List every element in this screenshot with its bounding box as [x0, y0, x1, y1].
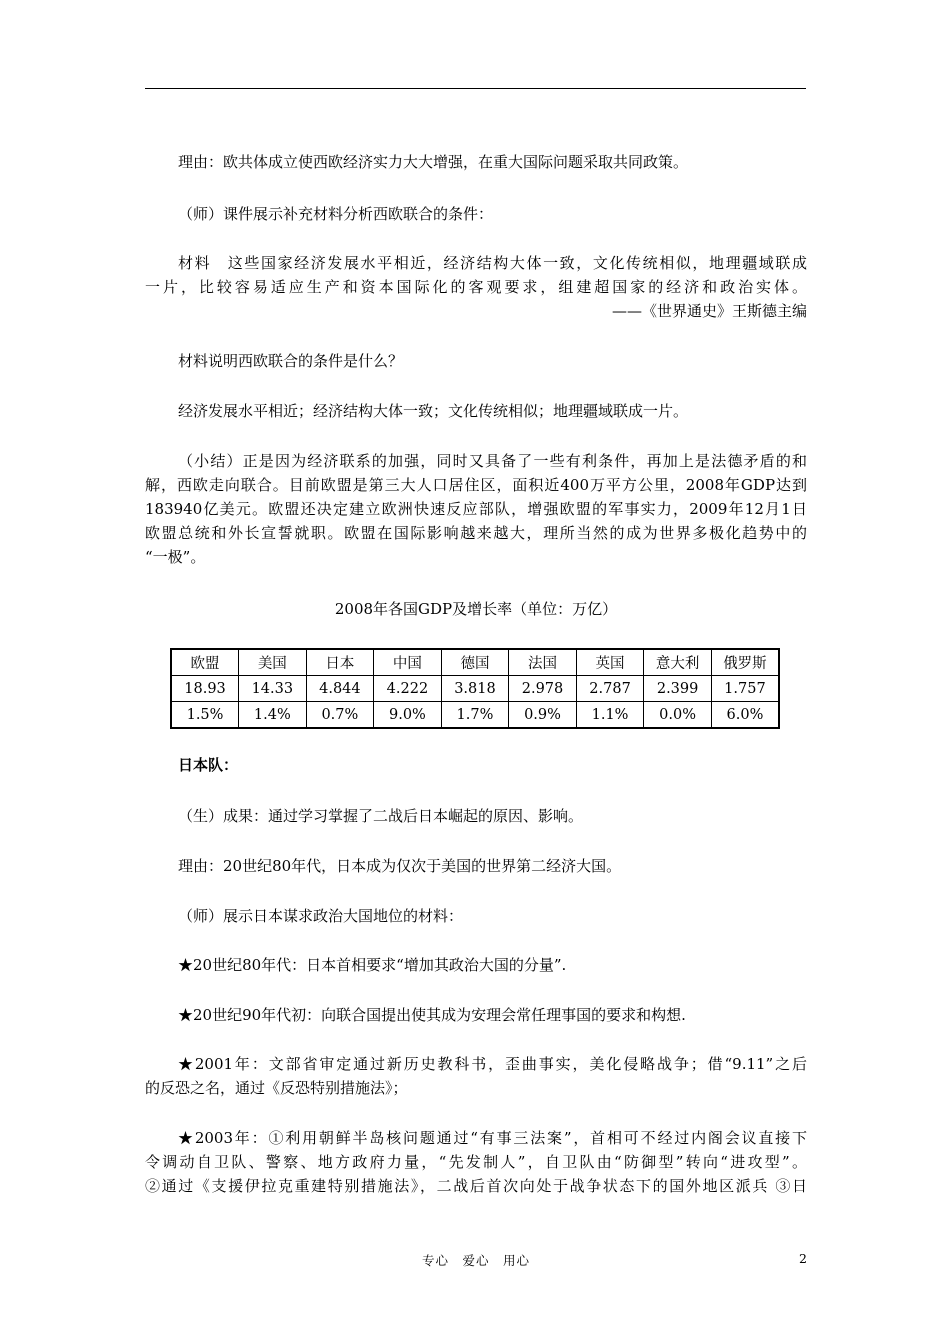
student-result-paragraph: （生）成果：通过学习掌握了二战后日本崛起的原因、影响。: [178, 807, 584, 825]
reason-paragraph: 理由：欧共体成立使西欧经济实力大大增强，在重大国际问题采取共同政策。: [178, 153, 689, 171]
summary-line-1: （小结）正是因为经济联系的加强，同时又具备了一些有利条件，再加上是法德矛盾的和: [178, 452, 807, 470]
table-cell: 18.93: [171, 676, 239, 702]
table-header-cell: 法国: [509, 649, 577, 676]
reason-paragraph-2: 理由：20世纪80年代，日本成为仅次于美国的世界第二经济大国。: [178, 857, 622, 875]
table-cell: 0.0%: [644, 702, 712, 729]
table-cell: 4.222: [374, 676, 442, 702]
table-gdp-row: [171, 676, 779, 702]
table-cell: 3.818: [441, 676, 509, 702]
table-cell: 4.844: [306, 676, 374, 702]
table-header-cell: 美国: [239, 649, 307, 676]
item-1990s: ★20世纪90年代初：向联合国提出使其成为安理会常任理事国的要求和构想.: [178, 1006, 686, 1024]
table-cell: 1.1%: [576, 702, 644, 729]
material-line-2: 一片，比较容易适应生产和资本国际化的客观要求，组建超国家的经济和政治实体。: [145, 278, 807, 296]
item-1980s: ★20世纪80年代：日本首相要求“增加其政治大国的分量”.: [178, 956, 567, 974]
page-footer: [145, 1251, 807, 1271]
page-number: 2: [799, 1251, 807, 1266]
item-2001-line-1: ★2001年：文部省审定通过新历史教科书，歪曲事实，美化侵略战争；借“9.11”之后: [178, 1055, 807, 1073]
item-2003-line-1: ★2003年：①利用朝鲜半岛核问题通过“有事三法案”，首相可不经过内阁会议直接下: [178, 1129, 807, 1147]
header-rule: [145, 88, 806, 89]
japan-team-heading: 日本队：: [178, 756, 239, 774]
table-header-cell: 英国: [576, 649, 644, 676]
table-cell: 9.0%: [374, 702, 442, 729]
table-cell: 1.757: [711, 676, 779, 702]
teacher-paragraph: （师）课件展示补充材料分析西欧联合的条件：: [178, 205, 494, 223]
table-cell: 6.0%: [711, 702, 779, 729]
table-cell: 1.7%: [441, 702, 509, 729]
material-source: ——《世界通史》王斯德主编: [611, 302, 807, 320]
table-cell: 14.33: [239, 676, 307, 702]
table-cell: 0.9%: [509, 702, 577, 729]
material-line-1: 材料 这些国家经济发展水平相近，经济结构大体一致，文化传统相似，地理疆域联成: [178, 254, 807, 272]
table-header-cell: 俄罗斯: [711, 649, 779, 676]
summary-line-2: 解，西欧走向联合。目前欧盟是第三大人口居住区，面积近400万平方公里，2008年GDP达到: [145, 476, 807, 494]
summary-line-5: “一极”。: [145, 548, 206, 566]
table-cell: 1.4%: [239, 702, 307, 729]
summary-line-3: 183940亿美元。欧盟还决定建立欧洲快速反应部队，增强欧盟的军事实力，2009年12月1日: [145, 500, 807, 518]
table-header-cell: 意大利: [644, 649, 712, 676]
table-header-cell: 日本: [306, 649, 374, 676]
table-header-row: [171, 649, 779, 676]
item-2003-line-3: ②通过《支援伊拉克重建特别措施法》，二战后首次向处于战争状态下的国外地区派兵 ③日: [145, 1177, 807, 1195]
summary-line-4: 欧盟总统和外长宣誓就职。欧盟在国际影响越来越大，理所当然的成为世界多极化趋势中的: [145, 524, 807, 542]
question-paragraph: 材料说明西欧联合的条件是什么？: [178, 352, 404, 370]
table-cell: 2.978: [509, 676, 577, 702]
table-header-cell: 德国: [441, 649, 509, 676]
item-2003-line-2: 令调动自卫队、警察、地方政府力量，“先发制人”，自卫队由“防御型”转向“进攻型”。: [145, 1153, 807, 1171]
table-cell: 1.5%: [171, 702, 239, 729]
table-cell: 2.399: [644, 676, 712, 702]
table-header-cell: 中国: [374, 649, 442, 676]
item-2001-line-2: 的反恐之名，通过《反恐特别措施法》；: [145, 1079, 408, 1097]
footer-slogan: 专心 爱心 用心: [421, 1253, 530, 1268]
table-growth-row: [171, 702, 779, 729]
gdp-table: [170, 648, 780, 729]
table-cell: 0.7%: [306, 702, 374, 729]
answer-paragraph: 经济发展水平相近；经济结构大体一致；文化传统相似；地理疆域联成一片。: [178, 402, 689, 420]
table-title: 2008年各国GDP及增长率（单位：万亿）: [334, 600, 618, 618]
table-cell: 2.787: [576, 676, 644, 702]
teacher-paragraph-2: （师）展示日本谋求政治大国地位的材料：: [178, 907, 464, 925]
table-header-cell: 欧盟: [171, 649, 239, 676]
